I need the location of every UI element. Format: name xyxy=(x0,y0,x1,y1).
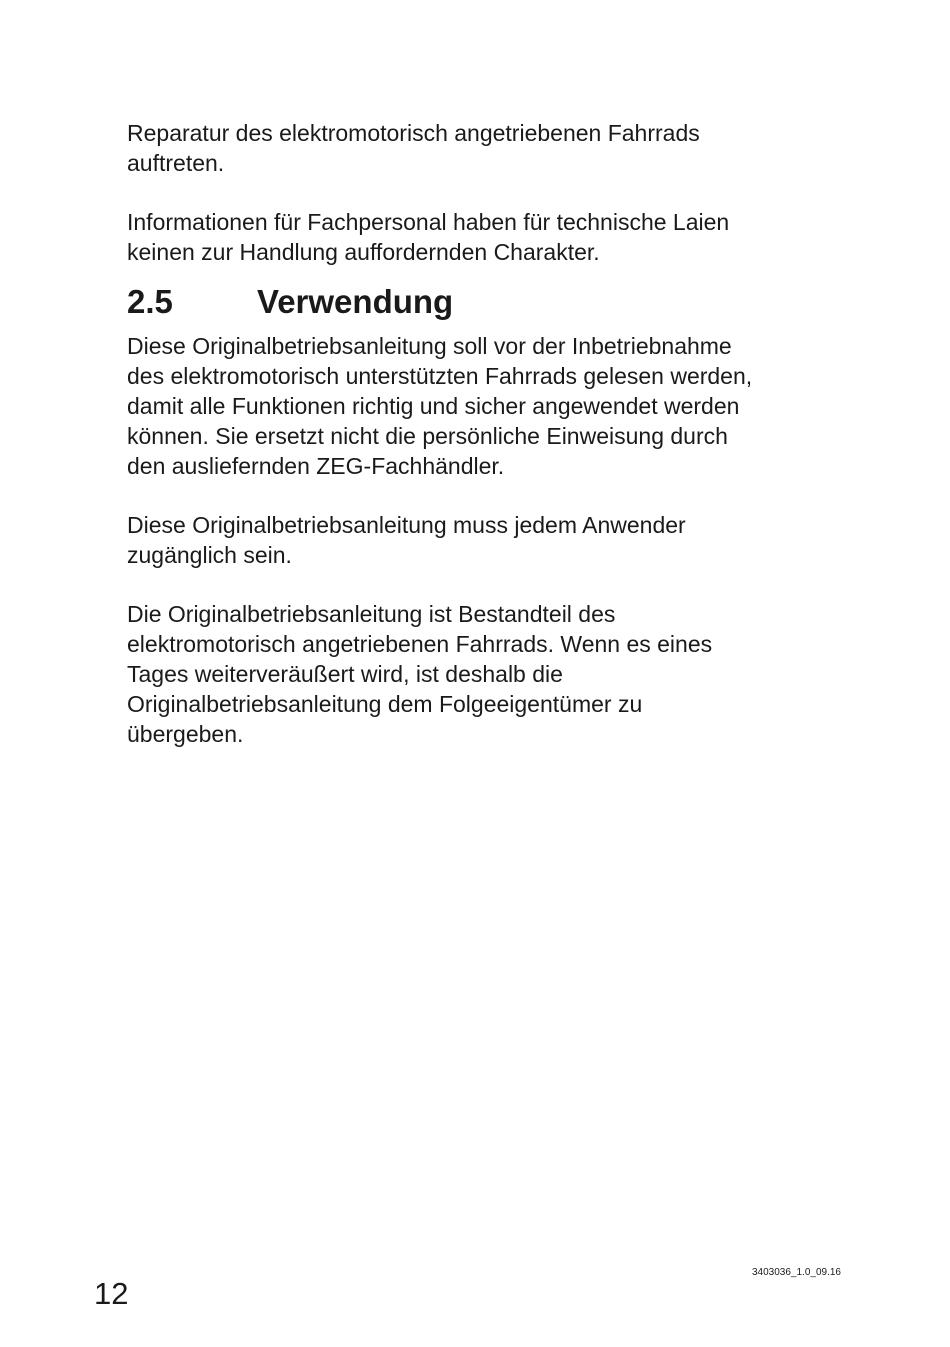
text-line: des elektromotorisch unterstützten Fahrrads gelesen werden, xyxy=(127,363,753,389)
text-line: Originalbetriebsanleitung dem Folgeeigentümer zu xyxy=(127,691,643,717)
paragraph-accessibility xyxy=(127,510,867,570)
text-line: den ausliefernden ZEG-Fachhändler. xyxy=(127,453,505,479)
paragraph-handover xyxy=(127,599,867,749)
text-line: Informationen für Fachpersonal haben für technische Laien xyxy=(127,209,730,235)
paragraph-spacer xyxy=(127,481,867,510)
section-title: Verwendung xyxy=(257,283,454,320)
text-line: Diese Originalbetriebsanleitung soll vor der Inbetriebnahme xyxy=(127,333,732,359)
text-line: Die Originalbetriebsanleitung ist Bestandteil des xyxy=(127,601,616,627)
text-line: Tages weiterveräußert wird, ist deshalb die xyxy=(127,661,563,687)
text-line: keinen zur Handlung auffordernden Charakter. xyxy=(127,239,600,265)
paragraph-spacer xyxy=(127,178,867,207)
text-line: damit alle Funktionen richtig und sicher angewendet werden xyxy=(127,393,740,419)
text-line: können. Sie ersetzt nicht die persönliche Einweisung durch xyxy=(127,423,728,449)
paragraph-specialist-info xyxy=(127,207,867,267)
text-line: elektromotorisch angetriebenen Fahrrads. Wenn es eines xyxy=(127,631,713,657)
section-number: 2.5 xyxy=(127,283,173,320)
paragraph-repair-note xyxy=(127,118,867,178)
paragraph-read-before-use xyxy=(127,331,867,481)
document-code: 3403036_1.0_09.16 xyxy=(752,1267,841,1278)
text-line: Diese Originalbetriebsanleitung muss jedem Anwender xyxy=(127,512,686,538)
text-line: auftreten. xyxy=(127,150,225,176)
text-line: übergeben. xyxy=(127,721,244,747)
page-number: 12 xyxy=(94,1276,129,1311)
text-line: Reparatur des elektromotorisch angetriebenen Fahrrads xyxy=(127,120,700,146)
paragraph-spacer xyxy=(127,570,867,599)
page-content xyxy=(127,118,867,749)
section-heading xyxy=(127,281,867,323)
text-line: zugänglich sein. xyxy=(127,542,292,568)
